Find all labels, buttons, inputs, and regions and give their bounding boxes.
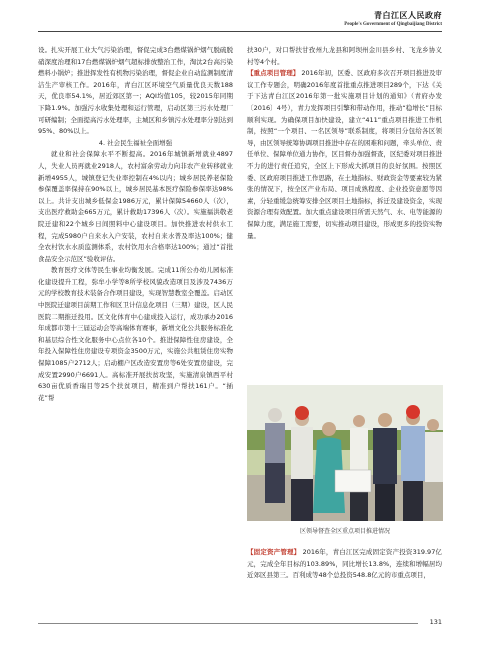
page-header-title: 青白江区人民政府 (374, 11, 442, 20)
right-paragraph-3 (247, 547, 442, 582)
left-paragraph-3: 教育医疗文体等民生事业均衡发展。完成11所公办幼儿园标准化建设提升工程，弥牟小学等8所学校风貌改造项目及涉及7436万元的学校教育技术装备合作项目建设，实现智慧教室全覆盖。启动区中医院迁建项目前期工作和区卫计信息化项目（三期）建设，区人民医院二期推迁投用。区文化体育中心建成投入运行，成功承办2016年成都市第十三届运动会等高端体育赛事，新增文化公共服务标准化和基层综合性文化服务中心点位各10个。推进保障性住房建设，全年投入保障性住房建设专项资金3500万元，实施公共租赁住房实物保障1085户2712人；启动棚户区改造安置房等6处安置房建设，完成安置2990户6691人。高标准开展扶贫攻坚，实施清泉镇西平村630亩优质香瑞目等25个扶贫项目，精准到户帮扶161户。“插花”帮 (38, 266, 233, 402)
right-column-bottom (247, 547, 442, 582)
left-column (38, 45, 233, 404)
inspection-photo-illustration (247, 385, 443, 521)
left-paragraph-1: 设。扎实开展工业大气污染治理，督促完成3台燃煤锅炉烟气脱硫脱硝深度治理和17台燃煤锅炉烟气超标排放整治工作，淘汰2台高污染燃料小锅炉；推进挥发性有机物污染治理，督促企业自动监测制度清洁生产审核工作。2016年，青白江区环境空气质量优良天数188天，优良率54.1%，居近郊区第一；AQI均值105，较2015年同期下降1.9%。加强污水收集处理和运行管理，启动区第三污水处理厂可研编制；全面提高污水处理率，主城区和乡镇污水处理率分别达到95%、80%以上。 (38, 46, 233, 136)
left-paragraph-2: 就业和社会保障水平不断提高。2016年城镇新增就业4897人，失业人员再就业2918人，农村富余劳动力向非农产业转移就业新增4955人，城镇登记失业率控制在4%以内；城乡居民养老保险参保覆盖率保持在90%以上，城乡居民基本医疗保险参保率达98%以上。共计支出城乡低保金1986万元，累计保障54660人（次），支出医疗救助金665万元，累计救助17396人（次）。实施福洪敬老院迁建和22个城乡日间照料中心建设项目。加快推进农村供水工程，完成5980户自来水入户安装，农村自来水普及率达100%；健全农村饮水水质监测体系，农村饮用水合格率达100%；通过“首批食品安全示范区”验收评估。 (38, 150, 233, 263)
key-projects-text: 2016年初，区委、区政府多次召开项目推进及审议工作专题会，明确2016年度首批重点推进项目289个，下达《关于下达青白江区2016年第一批实施项目计划的通知》（青府办发〔2016〕4号），青力发挥项目引擎和带动作用，推动“稳增长”目标顺利实现。为确保项目加快建设，建立“411”重点项目推进工作机制，按照“一个项目、一名区领导”联系制度，将项目分包给各区领导，由区领导统筹协调项目推进中存在的困难和问题，牵头单位、责任单位、保障单位通力协作，区目督办加强督查，区纪委对项目推进不力的进行责任追究，全区上下形成大抓项目的良好氛围。按照区委、区政府项目推进工作思路，在土地指标、财政资金等要素较为紧张的情况下，按全区产业布局、项目成熟程度、企业投资意愿等因素，分轻重缓急统筹安排全区项目土地指标，拆迁及建设资金，实现资源合理有效配置。加大重点建设项目所需天然气、水、电等能源的保障力度，满足施工需要，切实推动项目建设，形成更多的投资实物量。 (247, 69, 442, 240)
page-header-subtitle: People's Government of Qingbaijiang District (344, 22, 442, 27)
inspection-photo (247, 385, 443, 521)
footer-rule (38, 623, 418, 624)
photo-caption: 区领导督查全区重点项目推进情况 (299, 528, 390, 535)
page-number: 131 (429, 618, 442, 626)
fixed-assets-text: 2016年，青白江区完成固定资产投资319.97亿元，完成全年目标的103.89%，同比增长13.8%，连续和增幅居均近郊区县第三。百利成等48个总投资548.8亿元的市重点项目， (247, 548, 442, 580)
section-heading-livelihood: 4. 社会民生福祉全面增强 (98, 138, 173, 147)
right-paragraph-1: 扶30户，对口帮扶甘孜州九龙县和阿坝州金川县乡村、飞龙乡协义村等4个村。 (247, 46, 442, 66)
section-tag-key-projects: 【重点项目管理】 (247, 69, 300, 78)
right-paragraph-2 (247, 68, 442, 242)
header-rule (38, 31, 442, 32)
section-tag-fixed-assets: 【固定资产管理】 (247, 548, 301, 556)
right-column (247, 45, 442, 242)
